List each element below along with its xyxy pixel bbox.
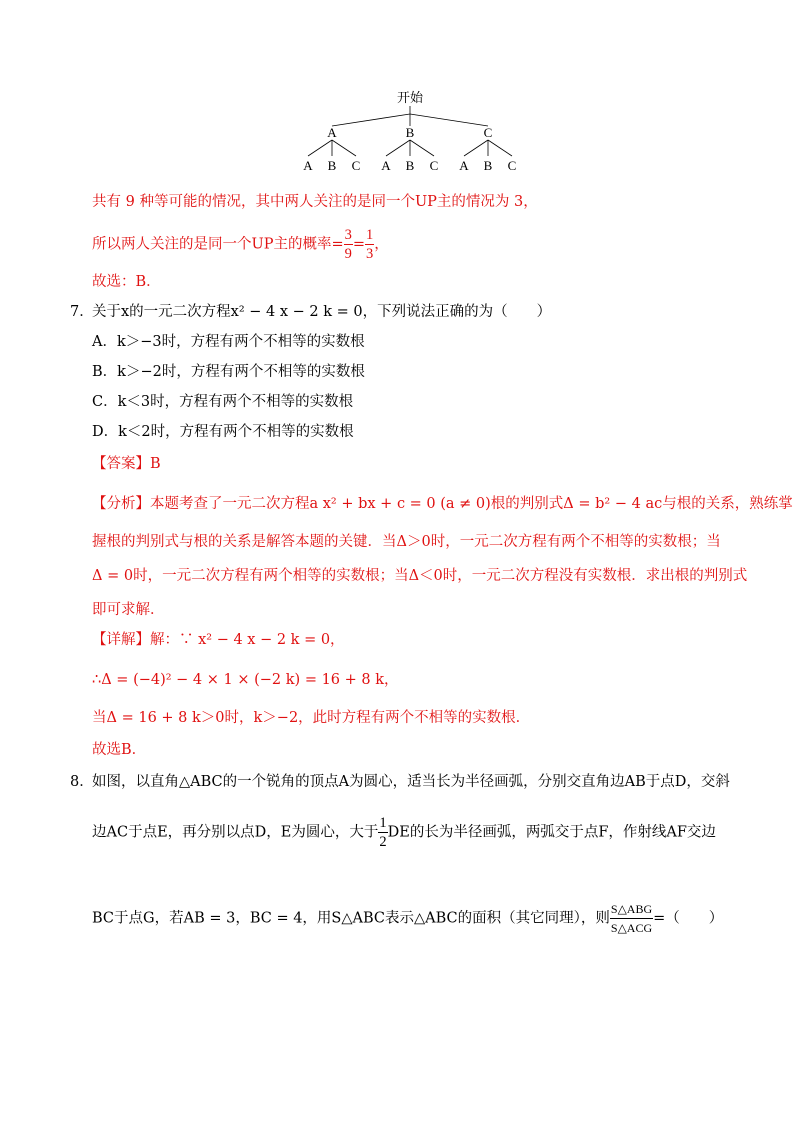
answer-line xyxy=(92,454,161,474)
option-a: A．k＞−3时，方程有两个不相等的实数根 xyxy=(92,334,365,350)
fraction-3-9 xyxy=(344,226,353,263)
analysis-line-2: 握根的判别式与根的关系是解答本题的关键．当Δ＞0时，一元二次方程有两个不相等的实数根；当 xyxy=(92,534,721,550)
analysis-line-3: Δ = 0时，一元二次方程有两个相等的实数根；当Δ＜0时，一元二次方程没有实数根．求出根的判别式 xyxy=(92,568,748,584)
tree-leaf: A xyxy=(459,158,469,173)
fraction-numerator: 1 xyxy=(366,227,374,243)
question-8-line-2 xyxy=(92,814,716,851)
tree-leaf: C xyxy=(507,158,517,173)
answer-value: B xyxy=(150,456,161,472)
tree-level1-node: C xyxy=(483,125,493,140)
tree-leaf: B xyxy=(483,158,493,173)
question-7-stem: 关于x的一元二次方程x² − 4 x − 2 k = 0，下列说法正确的为（ ） xyxy=(92,304,552,320)
fraction-numerator: 3 xyxy=(344,227,352,243)
fraction-denominator: S△ACG xyxy=(610,921,653,935)
line2-suffix: DE的长为半径画弧，两弧交于点F，作射线AF交边 xyxy=(387,824,716,841)
line2-prefix: 边AC于点E，再分别以点D，E为圆心，大于 xyxy=(92,824,379,841)
question-8-line-1: 如图，以直角△ABC的一个锐角的顶点A为圆心，适当长为半径画弧，分别交直角边AB于点D，交斜 xyxy=(92,774,730,790)
solution-choice-line: 故选：B． xyxy=(92,274,161,290)
tree-leaf: B xyxy=(327,158,337,173)
solution-probability-line xyxy=(92,226,389,263)
fraction-numerator: S△ABG xyxy=(610,900,653,919)
tree-leaf: A xyxy=(303,158,313,173)
line3-prefix: BC于点G，若AB = 3，BC = 4，用S△ABC表示△ABC的面积（其它同理），则 xyxy=(92,910,610,927)
detail-line-1: 【详解】解：∵ x² − 4 x − 2 k = 0， xyxy=(92,632,345,648)
area-ratio-fraction xyxy=(610,900,653,937)
question-7-number: 7． xyxy=(70,304,94,320)
fraction-denominator: 2 xyxy=(379,834,387,850)
tree-leaf: C xyxy=(429,158,439,173)
fraction-numerator: 1 xyxy=(379,815,387,831)
question-8-number: 8． xyxy=(70,774,94,790)
detail-line-4: 故选B． xyxy=(92,742,147,758)
tree-leaf: B xyxy=(405,158,415,173)
probability-tree-diagram xyxy=(290,90,530,180)
option-b: B．k＞−2时，方程有两个不相等的实数根 xyxy=(92,364,365,380)
detail-line-2: ∴Δ = (−4)² − 4 × 1 × (−2 k) = 16 + 8 k， xyxy=(92,672,399,688)
analysis-line-4: 即可求解． xyxy=(92,602,165,618)
fraction-1-3 xyxy=(365,226,374,263)
fraction-denominator: 9 xyxy=(344,246,352,262)
tree-root-label: 开始 xyxy=(396,90,424,105)
line3-suffix: =（ ） xyxy=(653,910,724,927)
equals-sign: = xyxy=(352,236,366,253)
question-8-line-3 xyxy=(92,900,723,937)
probability-text: 所以两人关注的是同一个UP主的概率= xyxy=(92,236,344,253)
tree-leaf: A xyxy=(381,158,391,173)
detail-line-3: 当Δ = 16 + 8 k＞0时，k＞−2，此时方程有两个不相等的实数根． xyxy=(92,710,531,726)
tree-level1-node: A xyxy=(327,125,337,140)
option-d: D．k＜2时，方程有两个不相等的实数根 xyxy=(92,424,354,440)
answer-tag: 【答案】 xyxy=(92,456,150,472)
comma: ， xyxy=(374,236,389,253)
fraction-denominator: 3 xyxy=(366,246,374,262)
option-c: C．k＜3时，方程有两个不相等的实数根 xyxy=(92,394,354,410)
analysis-line-1: 【分析】本题考查了一元二次方程a x² + bx + c = 0 (a ≠ 0)根的判别式Δ = b² − 4 ac与根的关系，熟练掌 xyxy=(92,496,793,512)
solution-count-line: 共有 9 种等可能的情况，其中两人关注的是同一个UP主的情况为 3， xyxy=(92,194,538,210)
fraction-one-half xyxy=(378,814,387,851)
tree-leaf: C xyxy=(351,158,361,173)
tree-level1-node: B xyxy=(405,125,415,140)
